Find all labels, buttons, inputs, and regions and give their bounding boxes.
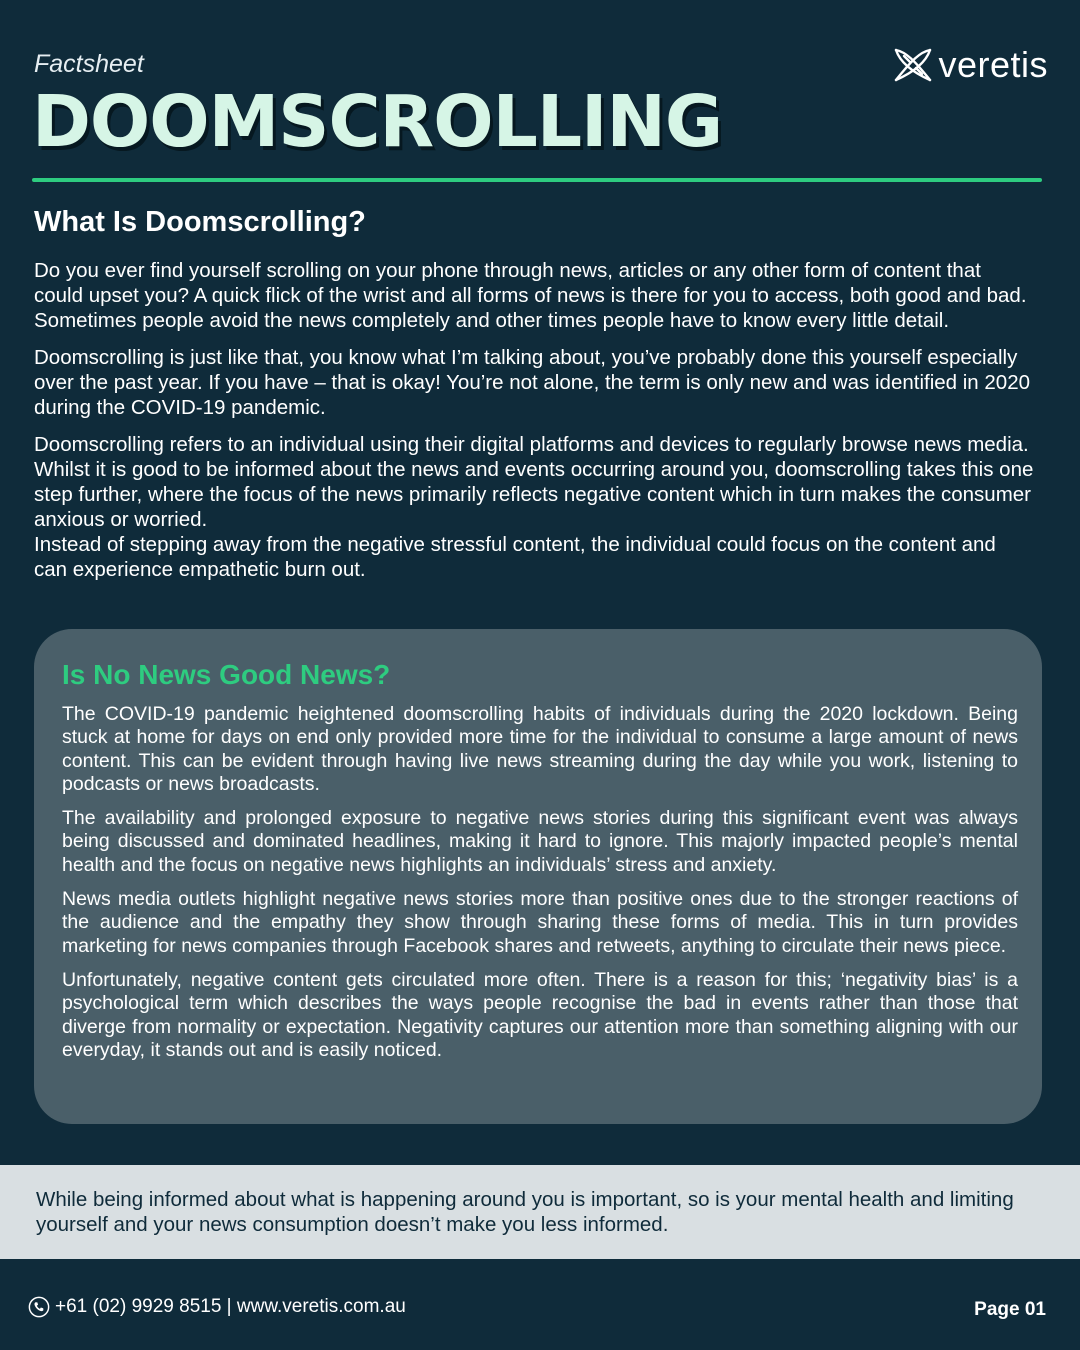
kicker-label: Factsheet bbox=[34, 50, 144, 78]
contact-line[interactable] bbox=[28, 1296, 406, 1318]
intro-paragraph: Instead of stepping away from the negative stressful content, the individual could focus on the content and can experience empathetic burn out. bbox=[34, 533, 996, 581]
brand-name: veretis bbox=[938, 44, 1048, 85]
phone-icon bbox=[28, 1296, 50, 1318]
header-divider bbox=[32, 178, 1042, 182]
brand-logo bbox=[890, 42, 1048, 88]
callout-text: While being informed about what is happening around you is important, so is your mental health and limiting yourself and your news consumption doesn’t make you less informed. bbox=[36, 1188, 1014, 1236]
card-paragraph: Unfortunately, negative content gets circulated more often. There is a reason for this; ‘negativity bias’ is a psychological term which describes the ways people recognise the bad in events rather than those that diverge from normality or expectation. Negativity captures our attention more than something aligning with our everyday, it stands out and is easily noticed. bbox=[62, 968, 1018, 1061]
callout-band bbox=[0, 1165, 1080, 1259]
card-body bbox=[62, 703, 1018, 1073]
section-heading: What Is Doomscrolling? bbox=[34, 206, 366, 238]
page-title: DOOMSCROLLING bbox=[32, 80, 723, 163]
card-paragraph: The COVID-19 pandemic heightened doomscrolling habits of individuals during the 2020 lockdown. Being stuck at home for days on end only provided more time for the individual to consume a large amount of news content. This can be evident through having live news streaming during the day while you work, listening to podcasts or news broadcasts. bbox=[62, 703, 1018, 795]
card-paragraph: News media outlets highlight negative news stories more than positive ones due to the stronger reactions of the audience and the empathy they show through sharing these forms of media. This in turn provides marketing for news companies through Facebook shares and retweets, anything to circulate their news piece. bbox=[62, 888, 1018, 957]
card-paragraph: The availability and prolonged exposure to negative news stories during this significant event was always being discussed and dominated headlines, making it hard to ignore. This majorly impacted people’s mental health and the focus on negative news highlights an individuals’ stress and anxiety. bbox=[62, 807, 1018, 876]
intro-paragraph: Doomscrolling refers to an individual using their digital platforms and devices to regularly browse news media. Whilst it is good to be informed about the news and events occurring around you, doomscrolling takes this one step further, where the focus of the news primarily reflects negative content which in turn makes the consumer anxious or worried. bbox=[34, 433, 1034, 531]
intro-section bbox=[34, 258, 1034, 594]
intro-paragraph: Doomscrolling is just like that, you know what I’m talking about, you’ve probably done this yourself especially over the past year. If you have – that is okay! You’re not alone, the term is only new and was identified in 2020 during the COVID-19 pandemic. bbox=[34, 346, 1031, 419]
page-number: Page 01 bbox=[974, 1299, 1046, 1320]
info-card bbox=[34, 629, 1042, 1124]
card-heading: Is No News Good News? bbox=[62, 659, 391, 690]
contact-text: +61 (02) 9929 8515 | www.veretis.com.au bbox=[55, 1296, 406, 1317]
footer bbox=[0, 1290, 1080, 1330]
leaf-x-logo-icon bbox=[890, 42, 936, 88]
header bbox=[0, 0, 1080, 200]
intro-paragraph: Do you ever find yourself scrolling on your phone through news, articles or any other form of content that could upset you? A quick flick of the wrist and all forms of news is there for you to access, both good and bad. Sometimes people avoid the news completely and other times people have to know every little detail. bbox=[34, 259, 1027, 332]
